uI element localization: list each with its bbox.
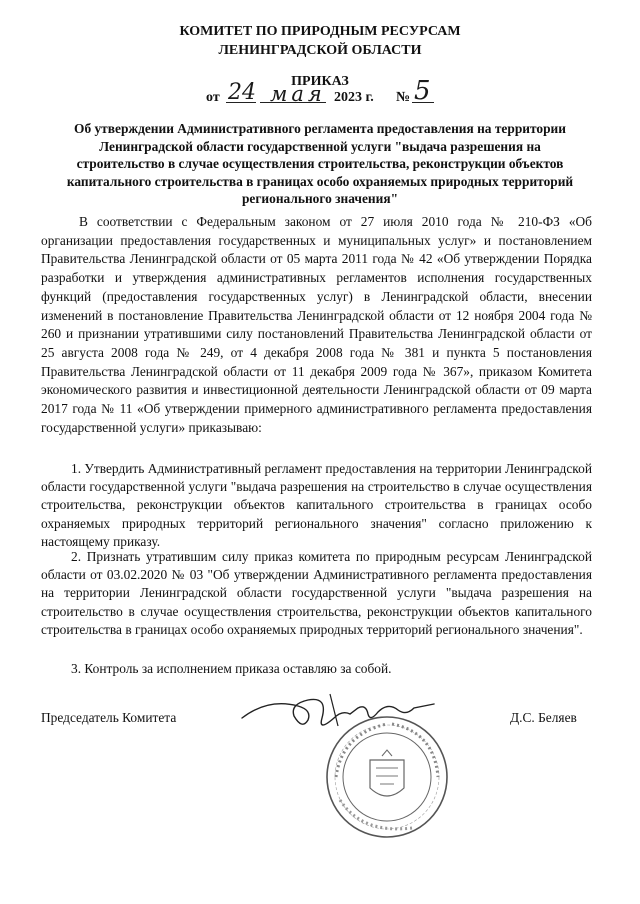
signatory-position: Председатель Комитета: [41, 710, 177, 725]
order-number-label: №: [396, 90, 411, 105]
handwritten-signature: [238, 688, 438, 738]
order-item-2: 2. Признать утратившим силу приказ комитета по природным ресурсам Ленинградской области от 03.02.2020 № 03 "Об утверждении Административного регламента предоставления на территории Ленинградской области государственной услуги "выдача разрешения на строительство в случае осуществления строительства, реконструкции объектов капитального строительства в границах особо охраняемых природных территорий регионального значения".: [41, 549, 592, 637]
month-underline: [260, 102, 326, 103]
order-title: ПРИКАЗ: [291, 74, 349, 89]
order-year: 2023 г.: [334, 90, 374, 105]
order-subject: Об утверждении Административного регламента предоставления на территории Ленинградской области государственной услуги "выдача разрешения на строительство в случае осуществления строительства, реконструкции объектов капитального строительства в границах особо охраняемых природных территорий регионального значения": [66, 121, 574, 207]
order-item-3: 3. Контроль за исполнением приказа оставляю за собой.: [71, 661, 392, 676]
order-date-number-line: [200, 76, 440, 110]
organization-name-line1: КОМИТЕТ ПО ПРИРОДНЫМ РЕСУРСАМ: [179, 24, 461, 39]
number-underline: [412, 102, 434, 103]
order-day: 24: [228, 80, 256, 105]
order-from-label: от: [206, 90, 220, 105]
organization-name-line2: ЛЕНИНГРАДСКОЙ ОБЛАСТИ: [218, 43, 422, 58]
order-item-1: 1. Утвердить Административный регламент предоставления на территории Ленинградской области государственной услуги "выдача разрешения на строительство в случае осуществления строительства, реконструкции объектов капитального строительства в границах особо охраняемых природных территорий регионального значения" согласно приложению к настоящему приказу.: [41, 461, 592, 549]
organization-header: [0, 22, 640, 60]
order-month: мая: [270, 82, 326, 106]
order-number: 5: [414, 76, 431, 106]
signatory-name: Д.С. Беляев: [510, 710, 577, 725]
day-underline: [226, 102, 256, 103]
preamble-paragraph: В соответствии с Федеральным законом от 27 июля 2010 года № 210-ФЗ «Об организации предоставления государственных и муниципальных услуг» и постановлением Правительства Ленинградской области от 05 марта 2011 года № 42 «Об утверждении Порядка разработки и утверждения административных регламентов исполнения государственных функций (предоставления государственных услуг) в Ленинградской области, внесении изменений в постановление Правительства Ленинградской области от 12 ноября 2004 года № 260 и признании утратившими силу постановлений Правительства Ленинградской области от 25 августа 2008 года № 249, от 4 декабря 2008 года № 381 и пункта 5 постановления Правительства Ленинградской области от 11 декабря 2009 года № 367», приказом Комитета экономического развития и инвестиционной деятельности Ленинградской области от 09 марта 2017 года № 11 «Об утверждении примерного административного регламента предоставления государственной услуги» приказываю:: [41, 214, 592, 435]
